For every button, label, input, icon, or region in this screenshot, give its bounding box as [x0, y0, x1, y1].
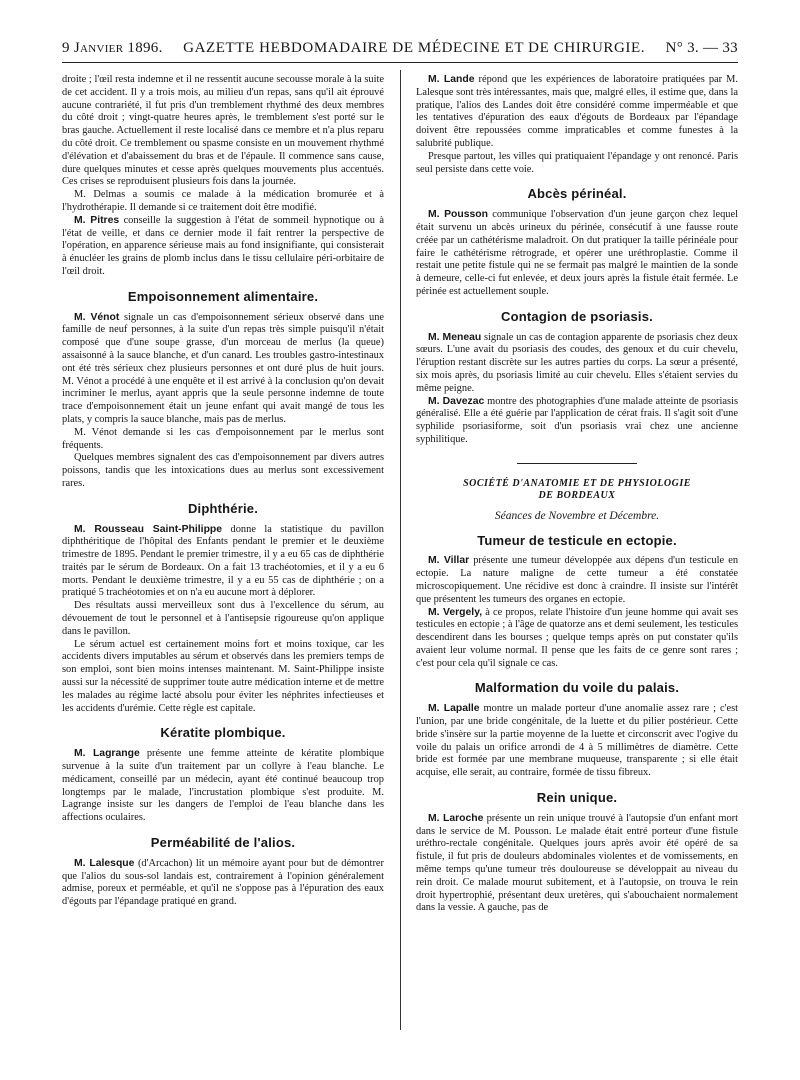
paragraph: M. Lalesque (d'Arcachon) lit un mémoire ayant pour but de démontrer que l'alios du sous-sol landais est, contrairement à l'opinion généralement admise, poreux et perméable, et qu'il ne s'oppose pas à l'épuration des eaux d'égouts par l'épandage pratiqué en grand. [62, 857, 384, 908]
section-heading: Empoisonnement alimentaire. [127, 288, 319, 304]
speaker-name: M. Rousseau Saint-Philippe [74, 523, 223, 535]
sessions-subtitle: Séances de Novembre et Décembre. [494, 509, 660, 522]
speaker-name: M. Lalesque [74, 857, 135, 869]
issue-page-number: N° 3. — 33 [665, 40, 738, 56]
speaker-name: M. Vergely, [428, 606, 483, 618]
paragraph: M. Davezac montre des photographies d'une malade atteinte de psoriasis généralisé. Elle a été guérie par l'application de cérat frais. Il s'agit soit d'une syphilide psoriasiforme, soit d'un psoriasis vrai chez une ancienne syphilitique. [416, 395, 738, 445]
section-heading: Kératite plombique. [160, 725, 286, 741]
speaker-name: M. Vénot [74, 311, 120, 323]
section-heading: Diphthérie. [187, 500, 259, 516]
section-separator [517, 463, 637, 464]
running-header [62, 40, 738, 63]
speaker-name: M. Davezac [428, 395, 485, 407]
society-name-line: SOCIÉTÉ D'ANATOMIE ET DE PHYSIOLOGIE [463, 477, 691, 489]
speaker-name: M. Pitres [74, 214, 120, 226]
paragraph: M. Lapalle montre un malade porteur d'une anomalie assez rare ; c'est l'union, par une bride congénitale, de la luette et du pilier postérieur. Cette bride s'insère sur la partie moyenne de la luette et circonscrit avec l'ogive du voile du palais un orifice arrondi de 4 à 5 millimètres de diamètre. Cette bride est formée par une membrane muqueuse, transparente ; si elle était acquise, elle serait, au contraire, formée de tissu fibreux. [416, 703, 739, 779]
journal-title: GAZETTE HEBDOMADAIRE DE MÉDECINE ET DE CHIRURGIE. [183, 40, 646, 56]
right-column [416, 74, 738, 915]
paragraph: M. Lagrange présente une femme atteinte de kératite plombique survenue à la suite d'un traitement par un collyre à l'eau blanche. Le médicament, conseillé par un médecin, ayant été continué beaucoup trop longtemps par le malade, l'incrustation plombique s'est produite. M. Lagrange insiste sur les dangers de l'emploi de l'eau blanche dans les affections oculaires. [62, 748, 384, 824]
paragraph: M. Laroche présente un rein unique trouvé à l'autopsie d'un enfant mort dans le service de M. Pousson. Le malade était entré porteur d'une fistule uréthro-rectale congénitale. Quelques jours après avoir été opéré de sa fistule, il fut pris de douleurs abdominales violentes et de vomissements, en même temps qu'une tumeur très douloureuse se développait au niveau du rein droit. Ce malade mourut subitement, et à l'autopsie, on trouva le rein droit hypertrophié, présentant deux uretères, qui s'abouchaient normalement dans la vessie. A gauche, pas de [416, 812, 738, 914]
issue-date: 9 Janvier 1896. [62, 40, 163, 56]
section-heading: Tumeur de testicule en ectopie. [477, 532, 677, 548]
paragraph: M. Lande répond que les expériences de laboratoire pratiquées par M. Lalesque sont très intéressantes, mais que, malgré elles, il estime que, dans la pratique, l'alios des Landes doit être considéré comme imperméable et que les tentatives d'épuration des eaux d'égouts de Bordeaux par l'épandage doivent être repoussées comme impraticables et comme funestes à la salubrité publique. [416, 74, 738, 149]
paragraph: M. Rousseau Saint-Philippe donne la statistique du pavillon diphthéritique de l'hôpital des Enfants pendant le premier et le deuxième trimestre de 1895. Pendant le premier trimestre, il y a eu 65 cas de diphthérie traités par le sérum de Bordeaux. On a fait 13 trachéotomies, et il y a eu 6 morts. Pendant le deuxième trimestre, il y a eu 55 cas de diphthérie ; on a pratiqué 5 trachéotomies et on n'a eu aucune mort à déplorer. [62, 523, 384, 599]
paragraph: M. Vénot demande si les cas d'empoisonnement par le merlus sont fréquents. [62, 426, 384, 451]
paragraph: M. Pitres conseille la suggestion à l'état de sommeil hypnotique ou à l'état de veille, et dans ce dernier mode il fait rentrer la perspective de l'opération, en apparence sérieuse mais au fond insignifiante, qui consisterait à énucléer les grains de plomb inclus dans le tissu cellulaire péri-orbitaire de l'œil droit. [62, 214, 384, 277]
paragraph: M. Villar présente une tumeur développée aux dépens d'un testicule en ectopie. La nature maligne de cette tumeur a été constatée microscopiquement. Une récidive est donc à craindre. Il insiste sur l'intérêt que présentent les tumeurs des organes en ectopie. [416, 555, 739, 605]
paragraph: Le sérum actuel est certainement moins fort et moins toxique, car les accidents divers imputables au sérum et observés dans les premiers temps de son emploi, sont bien moins intenses maintenant. M. Saint-Philippe insiste aussi sur la nécessité de supprimer toute autre médication interne et de mettre les malades au régime lacté absolu pour éviter les néphrites infectieuses et les accidents d'urémie. Cette règle est capitale. [62, 638, 384, 714]
speaker-name: M. Laroche [428, 812, 484, 824]
section-heading: Malformation du voile du palais. [474, 680, 680, 696]
left-column [62, 74, 384, 909]
paragraph: Des résultats aussi merveilleux sont dus à l'excellence du sérum, au dévouement de tout le personnel et à l'antisepsie rigoureuse qu'on applique dans le pavillon. [62, 600, 384, 637]
society-heading [416, 478, 738, 502]
paragraph: M. Delmas a soumis ce malade à la médication bromurée et à l'hydrothérapie. Il demande si ce traitement doit être modifié. [62, 189, 384, 213]
paragraph: M. Vergely, à ce propos, relate l'histoire d'un jeune homme qui avait ses testicules en ectopie ; à l'âge de quatorze ans et demi seulement, les testicules descendirent dans les bourses ; quelque temps après on put constater qu'ils avaient leur volume normal. Il pense que les faits de ce genre sont rares ; c'est pour cela qu'il signale ce cas. [416, 606, 738, 669]
paragraph: Presque partout, les villes qui pratiquaient l'épandage y ont renoncé. Paris seul persiste dans cette voie. [416, 150, 738, 175]
paragraph: droite ; l'œil resta indemne et il ne ressentit aucune secousse morale à la suite de cet accident. Il y a trois mois, au milieu d'un repas, sans qu'il ait éprouvé aucune contrariété, il fut pris d'un tremblement rhythmé des deux membres du côté droit ; vingt-quatre heures après, le tremblement s'est porté sur le bras gauche. Actuellement il reste localisé dans ce membre et n'a plus reparu du côté droit. Ce tremblement ou spasme consiste en un mouvement rhythmé d'élévation et d'abaissement du bras et de l'épaule. Il commence sans cause, dure quelques minutes et cesse après quelques mouvements plus accentués. Ces crises se reproduisent plusieurs fois dans la journée. [62, 74, 384, 188]
paragraph: M. Vénot signale un cas d'empoisonnement sérieux observé dans une famille de neuf personnes, à la suite d'un repas très simple puisqu'il n'était composé que d'une soupe grasse, d'un morceau de merlus (la queue) assaisonné à la sauce blanche, et d'un canard. Les troubles gastro-intestinaux ont été très sérieux chez plusieurs personnes et ont duré plus de huit jours. M. Vénot a procédé à une enquête et il est arrivé à la conclusion qu'on devait incriminer le merlus, ayant appris que la seule personne indemne de toute trace d'empoisonnement était un jeune enfant qui avait mangé de tous les plats, y compris la sauce blanche, mais pas de merlus. [62, 311, 384, 425]
speaker-name: M. Lande [428, 74, 475, 85]
speaker-name: M. Villar [428, 555, 470, 567]
paragraph: M. Pousson communique l'observation d'un jeune garçon chez lequel était survenu un abcès urineux du périnée, consécutif à une fausse route créée par un cathétérisme maladroit. On dut pratiquer la taille périnéale pour faire le cathétérisme rétrograde, et opérer une uréthroplastie. Comme il restait une petite fistule qui ne se fermait pas malgré le maintien de la sonde à demeure, celle-ci fut enlevée, et deux jours après la fistule était fermée. Le périnée est actuellement souple. [416, 209, 738, 297]
speaker-name: M. Lagrange [74, 748, 140, 760]
speaker-name: M. Pousson [428, 209, 488, 221]
paragraph: Quelques membres signalent des cas d'empoisonnement par divers autres poissons, tandis que les intoxications dues au merlus sont excessivement rares. [62, 452, 384, 489]
speaker-name: M. Meneau [428, 331, 482, 343]
section-heading: Contagion de psoriasis. [501, 308, 653, 324]
society-name-line: DE BORDEAUX [538, 489, 616, 501]
column-divider [400, 70, 401, 1030]
section-heading: Perméabilité de l'alios. [150, 835, 296, 851]
paragraph: M. Meneau signale un cas de contagion apparente de psoriasis chez deux sœurs. L'une avait du psoriasis des coudes, des genoux et du cuir chevelu, l'éruption restant discrète sur les autres parties du corps. La sœur a présenté, six mois après, du psoriasis limité au cuir chevelu. Elles s'étaient servies du même peigne. [416, 331, 738, 394]
speaker-name: M. Lapalle [428, 703, 480, 715]
section-heading: Rein unique. [536, 790, 618, 806]
section-heading: Abcès périnéal. [527, 186, 627, 202]
